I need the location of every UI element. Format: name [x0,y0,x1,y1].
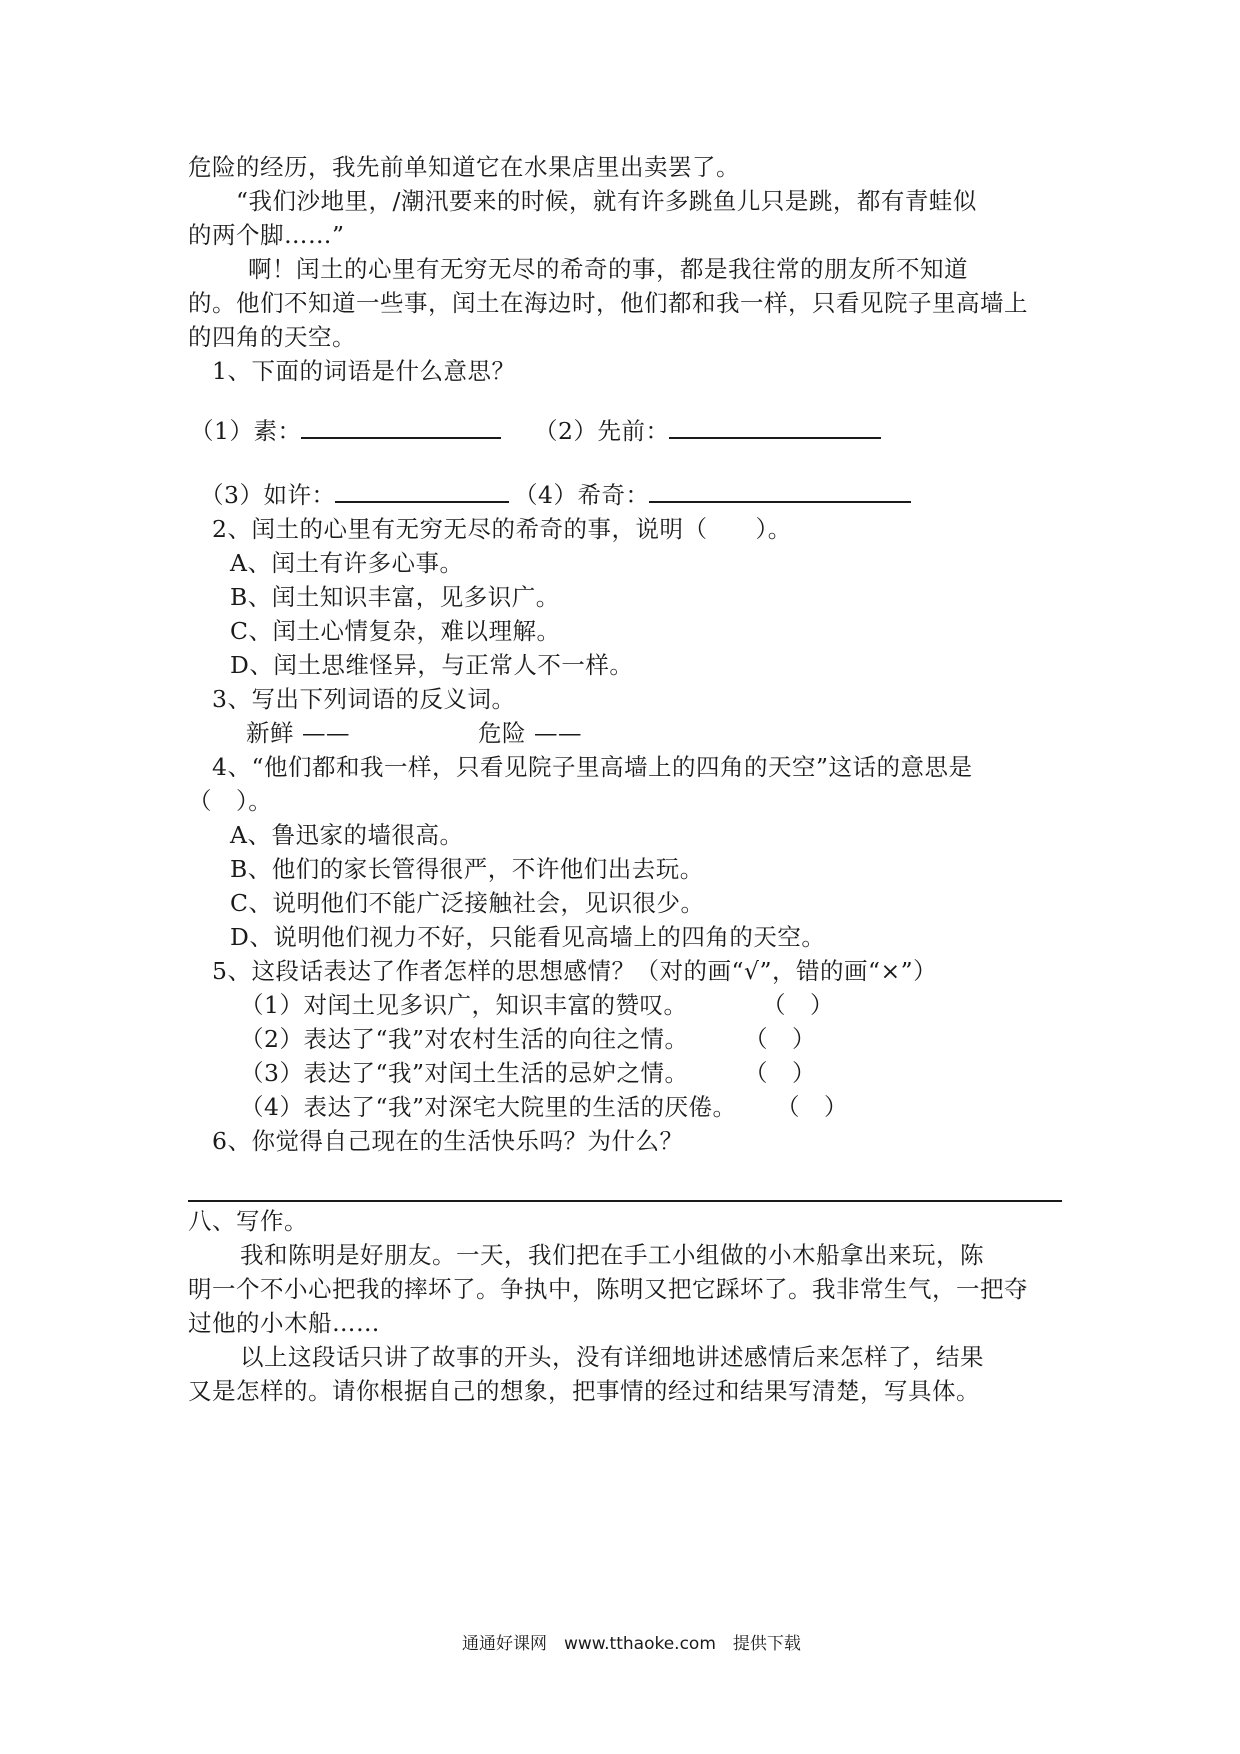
question-1-item [514,478,911,512]
question-3-stem: 3、写出下列词语的反义词。 [212,685,516,713]
writing-prompt-line: 我和陈明是好朋友。一天，我们把在手工小组做的小木船拿出来玩，陈 [240,1241,984,1269]
antonym-word: 新鲜 —— [246,719,350,747]
question-4-option: A、鲁迅家的墙很高。 [230,821,464,849]
writing-prompt-line: 明一个不小心把我的摔坏了。争执中，陈明又把它踩坏了。我非常生气，一把夺 [188,1275,1028,1303]
page-footer: 通通好课网 www.tthaoke.com 提供下载 [462,1634,801,1654]
antonym-word: 危险 —— [478,719,582,747]
question-5-item: （3）表达了“我”对闰土生活的忌妒之情。 [240,1059,689,1087]
answer-blank[interactable] [669,415,881,439]
question-4-option: B、他们的家长管得很严，不许他们出去玩。 [230,855,704,883]
question-4-option: D、说明他们视力不好，只能看见高墙上的四角的天空。 [230,923,826,951]
question-1-item [190,414,501,448]
question-2-option: B、闰土知识丰富，见多识广。 [230,583,560,611]
question-5-item: （4）表达了“我”对深宅大院里的生活的厌倦。 [240,1093,737,1121]
item-label: （4）希奇： [514,481,650,509]
passage-line: 的。他们不知道一些事，闰土在海边时，他们都和我一样，只看见院子里高墙上 [188,289,1028,317]
question-5-item: （2）表达了“我”对农村生活的向往之情。 [240,1025,689,1053]
question-2-option: C、闰土心情复杂，难以理解。 [230,617,561,645]
item-label: （2）先前： [534,417,670,445]
item-label: （3）如许： [200,481,336,509]
section-heading: 八、写作。 [188,1207,308,1235]
question-4-stem-cont: （ ）。 [188,787,273,815]
answer-parentheses[interactable]: （ ） [776,1093,848,1121]
answer-blank[interactable] [301,415,501,439]
answer-blank[interactable] [335,479,509,503]
question-4-stem: 4、“他们都和我一样，只看见院子里高墙上的四角的天空”这话的意思是 [212,753,973,781]
answer-blank[interactable] [649,479,911,503]
question-2-option: A、闰土有许多心事。 [230,549,464,577]
passage-line: “我们沙地里，/潮汛要来的时候，就有许多跳鱼儿只是跳，都有青蛙似 [236,187,977,215]
question-5-item: （1）对闰土见多识广，知识丰富的赞叹。 [240,991,688,1019]
passage-line: 的两个脚……” [188,221,345,249]
writing-prompt-line: 过他的小木船…… [188,1309,380,1337]
passage-line: 啊！闰土的心里有无穷无尽的希奇的事，都是我往常的朋友所不知道 [248,255,968,283]
passage-line: 危险的经历，我先前单知道它在水果店里出卖罢了。 [188,153,740,181]
question-2-stem: 2、闰土的心里有无穷无尽的希奇的事，说明（ ）。 [212,515,792,543]
question-1-item [534,414,881,448]
writing-prompt-line: 以上这段话只讲了故事的开头，没有详细地讲述感情后来怎样了，结果 [240,1343,984,1371]
answer-parentheses[interactable]: （ ） [744,1059,816,1087]
writing-prompt-line: 又是怎样的。请你根据自己的想象，把事情的经过和结果写清楚，写具体。 [188,1377,980,1405]
question-5-stem: 5、这段话表达了作者怎样的思想感情？（对的画“√”，错的画“×”） [212,957,938,985]
answer-parentheses[interactable]: （ ） [762,991,834,1019]
question-4-option: C、说明他们不能广泛接触社会，见识很少。 [230,889,705,917]
question-1-item [200,478,509,512]
question-2-option: D、闰土思维怪异，与正常人不一样。 [230,651,634,679]
passage-line: 的四角的天空。 [188,323,356,351]
answer-line[interactable] [188,1200,1062,1202]
question-6-stem: 6、你觉得自己现在的生活快乐吗？为什么？ [212,1127,684,1155]
answer-parentheses[interactable]: （ ） [744,1025,816,1053]
item-label: （1）素： [190,417,302,445]
question-1-stem: 1、下面的词语是什么意思？ [212,357,516,385]
